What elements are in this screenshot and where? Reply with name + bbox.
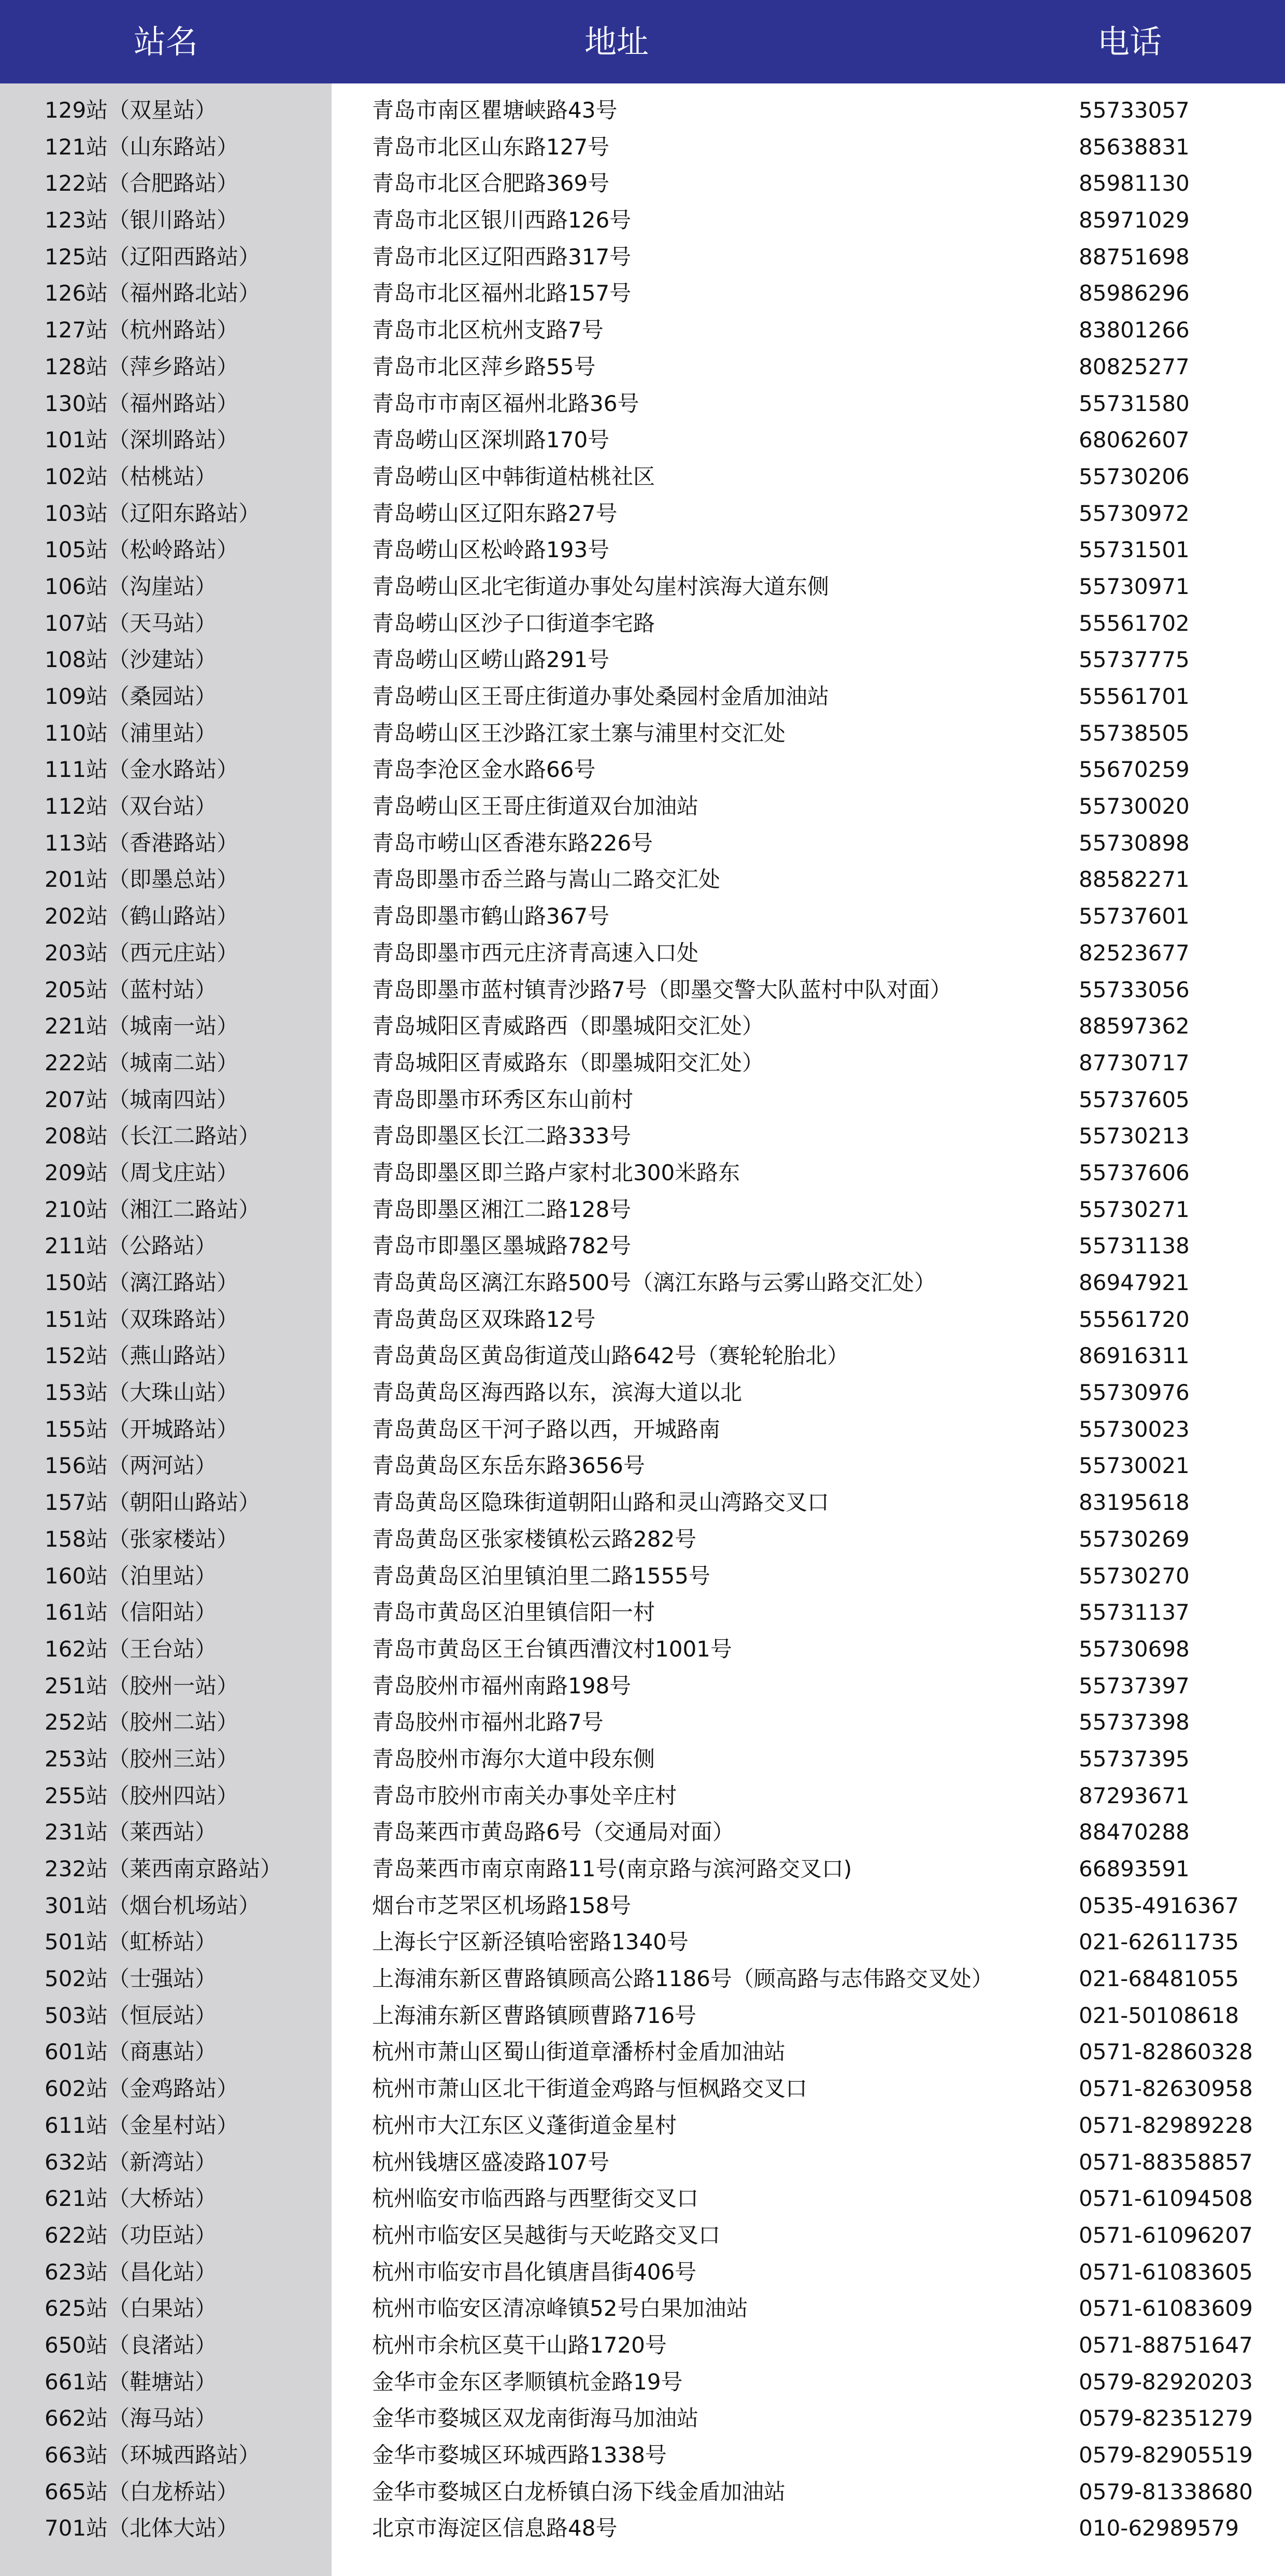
phone-cell: 55730270 [1079,1563,1190,1589]
phone-cell: 55730698 [1079,1636,1190,1662]
address-cell: 杭州临安市临西路与西墅街交叉口 [372,2186,699,2212]
station-name-cell: 625站（白果站） [45,2296,217,2322]
address-cell: 青岛胶州市海尔大道中段东侧 [372,1746,655,1772]
station-name-cell: 153站（大珠山站） [45,1380,239,1406]
phone-cell: 021-62611735 [1079,1929,1239,1955]
table-row [0,1558,1285,1595]
station-name-cell: 160站（泊里站） [45,1563,217,1589]
table-row [0,239,1285,276]
station-name-cell: 156站（两河站） [45,1453,217,1479]
table-row [0,2474,1285,2511]
address-cell: 青岛市黄岛区泊里镇信阳一村 [372,1600,655,1625]
table-row [0,1192,1285,1228]
phone-cell: 55738505 [1079,720,1190,746]
address-cell: 青岛黄岛区双珠路12号 [372,1306,596,1332]
phone-cell: 88582271 [1079,867,1190,893]
table-row [0,92,1285,129]
column-header-station-name: 站名 [133,23,198,61]
table-row [0,1118,1285,1155]
phone-cell: 55737601 [1079,903,1190,929]
table-row [0,1704,1285,1741]
address-cell: 青岛市北区辽阳西路317号 [372,244,632,270]
address-cell: 青岛市崂山区香港东路226号 [372,830,653,856]
phone-cell: 87293671 [1079,1782,1190,1808]
station-name-cell: 208站（长江二路站） [45,1123,261,1149]
station-name-cell: 663站（环城西路站） [45,2442,261,2468]
address-cell: 青岛市北区萍乡路55号 [372,353,596,379]
address-cell: 青岛黄岛区泊里镇泊里二路1555号 [372,1563,710,1589]
table-row [0,2290,1285,2327]
phone-cell: 55737395 [1079,1746,1190,1772]
station-name-cell: 252站（胶州二站） [45,1709,239,1735]
address-cell: 青岛市即墨区墨城路782号 [372,1233,632,1259]
station-name-cell: 157站（朝阳山路站） [45,1490,261,1516]
address-cell: 青岛崂山区沙子口街道李宅路 [372,610,655,636]
table-row [0,459,1285,496]
address-cell: 青岛黄岛区海西路以东，滨海大道以北 [372,1380,743,1406]
table-row [0,1741,1285,1778]
phone-cell: 55730213 [1079,1123,1190,1149]
station-name-cell: 127站（杭州路站） [45,317,239,343]
station-name-cell: 110站（浦里站） [45,720,217,746]
address-cell: 青岛即墨市岙兰路与嵩山二路交汇处 [372,867,721,893]
station-name-cell: 111站（金水路站） [45,757,239,783]
phone-cell: 86947921 [1079,1270,1190,1295]
table-row [0,935,1285,972]
address-cell: 青岛城阳区青威路西（即墨城阳交汇处） [372,1013,764,1039]
phone-cell: 0571-88751647 [1079,2332,1253,2358]
table-row [0,1338,1285,1375]
station-name-cell: 105站（松岭路站） [45,537,239,563]
address-cell: 杭州市大江东区义蓬街道金星村 [372,2112,677,2138]
table-row [0,1888,1285,1924]
table-row [0,569,1285,605]
table-row [0,1998,1285,2034]
station-name-cell: 113站（香港路站） [45,830,239,856]
phone-cell: 55733057 [1079,97,1190,123]
station-name-cell: 622站（功臣站） [45,2222,217,2248]
phone-cell: 55733056 [1079,976,1190,1002]
address-cell: 青岛市北区福州北路157号 [372,280,632,306]
station-name-cell: 701站（北体大站） [45,2515,239,2541]
station-name-cell: 251站（胶州一站） [45,1673,239,1699]
address-cell: 杭州市临安市昌化镇唐昌街406号 [372,2259,697,2285]
station-name-cell: 101站（深圳路站） [45,427,239,453]
station-name-cell: 221站（城南一站） [45,1013,239,1039]
phone-cell: 021-68481055 [1079,1966,1239,1992]
phone-cell: 55730023 [1079,1416,1190,1442]
phone-cell: 85981130 [1079,171,1190,196]
address-cell: 青岛胶州市福州南路198号 [372,1673,632,1699]
station-name-cell: 103站（辽阳东路站） [45,500,261,526]
phone-cell: 0571-61083609 [1079,2296,1253,2322]
table-row [0,1631,1285,1668]
station-name-cell: 650站（良渚站） [45,2332,217,2358]
address-cell: 烟台市芝罘区机场路158号 [372,1892,632,1918]
phone-cell: 68062607 [1079,427,1190,453]
phone-cell: 87730717 [1079,1050,1190,1075]
address-cell: 青岛莱西市南京南路11号(南京路与滨河路交叉口) [372,1856,852,1881]
phone-cell: 85986296 [1079,280,1190,306]
address-cell: 上海浦东新区曹路镇顾曹路716号 [372,2002,697,2028]
station-name-cell: 602站（金鸡路站） [45,2076,239,2102]
station-name-cell: 632站（新湾站） [45,2149,217,2175]
address-cell: 青岛市南区瞿塘峡路43号 [372,97,618,123]
table-row [0,422,1285,459]
station-name-cell: 126站（福州路北站） [45,280,261,306]
address-cell: 青岛即墨区湘江二路128号 [372,1196,632,1222]
phone-cell: 83801266 [1079,317,1190,343]
address-cell: 青岛市市南区福州北路36号 [372,390,639,416]
table-header [0,0,1285,83]
table-row [0,1778,1285,1815]
station-name-cell: 203站（西元庄站） [45,940,239,966]
phone-cell: 85971029 [1079,207,1190,233]
address-cell: 上海浦东新区曹路镇顾高公路1186号（顾高路与志伟路交叉处） [372,1966,993,1992]
address-cell: 青岛崂山区崂山路291号 [372,647,610,673]
station-name-cell: 205站（蓝村站） [45,976,217,1002]
address-cell: 青岛黄岛区隐珠街道朝阳山路和灵山湾路交叉口 [372,1490,830,1516]
table-row [0,861,1285,898]
table-row [0,2400,1285,2437]
phone-cell: 010-62989579 [1079,2515,1239,2541]
station-name-cell: 125站（辽阳西路站） [45,244,261,270]
station-name-cell: 108站（沙建站） [45,647,217,673]
address-cell: 杭州市临安区清凉峰镇52号白果加油站 [372,2296,748,2322]
phone-cell: 55730972 [1079,500,1190,526]
table-row [0,386,1285,422]
station-name-cell: 130站（福州路站） [45,390,239,416]
station-name-cell: 623站（昌化站） [45,2259,217,2285]
table-row [0,2437,1285,2474]
table-row [0,2181,1285,2217]
table-row [0,1008,1285,1045]
phone-cell: 55737398 [1079,1709,1190,1735]
address-cell: 青岛市北区合肥路369号 [372,171,610,196]
address-cell: 青岛黄岛区黄岛街道茂山路642号（赛轮轮胎北） [372,1343,849,1369]
phone-cell: 0571-61094508 [1079,2186,1253,2212]
station-name-cell: 150站（漓江路站） [45,1270,239,1295]
station-table-body [0,92,1285,2547]
station-name-cell: 661站（鞋塘站） [45,2369,217,2395]
phone-cell: 55730976 [1079,1380,1190,1406]
address-cell: 青岛崂山区北宅街道办事处勾崖村滨海大道东侧 [372,573,830,599]
table-row [0,1375,1285,1411]
phone-cell: 55561702 [1079,610,1190,636]
table-row [0,2107,1285,2144]
table-row [0,2510,1285,2547]
station-name-cell: 112站（双台站） [45,794,217,819]
address-cell: 青岛市胶州市南关办事处辛庄村 [372,1782,677,1808]
table-row [0,1082,1285,1119]
address-cell: 青岛崂山区深圳路170号 [372,427,610,453]
table-row [0,752,1285,788]
table-row [0,1668,1285,1705]
phone-cell: 55737775 [1079,647,1190,673]
table-row [0,1594,1285,1631]
table-row [0,2071,1285,2107]
table-row [0,678,1285,715]
table-row [0,2327,1285,2364]
phone-cell: 55670259 [1079,757,1190,783]
station-name-cell: 662站（海马站） [45,2405,217,2431]
station-name-cell: 502站（士强站） [45,1966,217,1992]
station-name-cell: 253站（胶州三站） [45,1746,239,1772]
station-name-cell: 102站（枯桃站） [45,463,217,489]
column-header-address: 地址 [584,23,649,61]
phone-cell: 0571-61083605 [1079,2259,1253,2285]
table-row [0,2144,1285,2181]
station-name-cell: 158站（张家楼站） [45,1526,239,1552]
table-row [0,1851,1285,1888]
address-cell: 杭州市临安区吴越街与天屹路交叉口 [372,2222,721,2248]
station-name-cell: 201站（即墨总站） [45,867,239,893]
table-row [0,605,1285,642]
table-row [0,312,1285,349]
address-cell: 杭州钱塘区盛凌路107号 [372,2149,610,2175]
station-name-cell: 151站（双珠路站） [45,1306,239,1332]
station-name-cell: 155站（开城路站） [45,1416,239,1442]
phone-cell: 88751698 [1079,244,1190,270]
station-name-cell: 210站（湘江二路站） [45,1196,261,1222]
table-row [0,788,1285,825]
phone-cell: 55731501 [1079,537,1190,563]
station-name-cell: 152站（燕山路站） [45,1343,239,1369]
station-name-cell: 611站（金星村站） [45,2112,239,2138]
phone-cell: 55561720 [1079,1306,1190,1332]
address-cell: 青岛崂山区王哥庄街道双台加油站 [372,794,699,819]
address-cell: 杭州市余杭区莫干山路1720号 [372,2332,667,2358]
table-row [0,129,1285,166]
address-cell: 青岛市北区杭州支路7号 [372,317,604,343]
table-row [0,1411,1285,1448]
table-row [0,532,1285,569]
address-cell: 青岛市北区山东路127号 [372,134,610,160]
phone-cell: 55737606 [1079,1159,1190,1185]
table-row [0,165,1285,202]
station-name-cell: 123站（银川路站） [45,207,239,233]
station-name-cell: 501站（虹桥站） [45,1929,217,1955]
table-row [0,1228,1285,1265]
station-name-cell: 222站（城南二站） [45,1050,239,1075]
address-cell: 青岛李沧区金水路66号 [372,757,596,783]
table-row [0,1961,1285,1998]
table-row [0,349,1285,386]
table-row [0,1265,1285,1301]
address-cell: 青岛崂山区辽阳东路27号 [372,500,618,526]
phone-cell: 0579-82351279 [1079,2405,1253,2431]
phone-cell: 86916311 [1079,1343,1190,1369]
station-name-cell: 109站（桑园站） [45,684,217,709]
phone-cell: 55731580 [1079,390,1190,416]
station-name-cell: 503站（恒辰站） [45,2002,217,2028]
station-name-cell: 122站（合肥路站） [45,171,239,196]
station-name-cell: 601站（商惠站） [45,2039,217,2065]
phone-cell: 55561701 [1079,684,1190,709]
address-cell: 青岛崂山区中韩街道枯桃社区 [372,463,655,489]
table-row [0,1301,1285,1338]
column-header-phone: 电话 [1097,23,1162,61]
station-name-cell: 232站（莱西南京路站） [45,1856,282,1881]
address-cell: 青岛崂山区王沙路江家土寨与浦里村交汇处 [372,720,786,746]
phone-cell: 66893591 [1079,1856,1190,1881]
address-cell: 杭州市萧山区北干街道金鸡路与恒枫路交叉口 [372,2076,808,2102]
station-name-cell: 128站（萍乡路站） [45,353,239,379]
table-row [0,2254,1285,2291]
station-name-cell: 255站（胶州四站） [45,1782,239,1808]
address-cell: 青岛即墨区长江二路333号 [372,1123,632,1149]
address-cell: 金华市婺城区双龙南街海马加油站 [372,2405,699,2431]
phone-cell: 55730269 [1079,1526,1190,1552]
station-name-cell: 161站（信阳站） [45,1600,217,1625]
table-row [0,275,1285,312]
table-row [0,496,1285,532]
address-cell: 青岛崂山区王哥庄街道办事处桑园村金盾加油站 [372,684,830,709]
address-cell: 杭州市萧山区蜀山街道章潘桥村金盾加油站 [372,2039,786,2065]
address-cell: 上海长宁区新泾镇哈密路1340号 [372,1929,689,1955]
address-cell: 金华市婺城区白龙桥镇白汤下线金盾加油站 [372,2479,786,2504]
address-cell: 青岛市北区银川西路126号 [372,207,632,233]
phone-cell: 0571-82989228 [1079,2112,1253,2138]
phone-cell: 55730271 [1079,1196,1190,1222]
table-row [0,2034,1285,2071]
table-row [0,2217,1285,2254]
address-cell: 金华市金东区孝顺镇杭金路19号 [372,2369,683,2395]
table-row [0,1814,1285,1851]
phone-cell: 55731138 [1079,1233,1190,1259]
table-row [0,825,1285,862]
address-cell: 青岛胶州市福州北路7号 [372,1709,604,1735]
station-name-cell: 621站（大桥站） [45,2186,217,2212]
phone-cell: 88470288 [1079,1819,1190,1845]
address-cell: 青岛即墨市西元庄济青高速入口处 [372,940,699,966]
station-name-cell: 207站（城南四站） [45,1086,239,1112]
phone-cell: 0535-4916367 [1079,1892,1239,1918]
table-row [0,2364,1285,2401]
phone-cell: 021-50108618 [1079,2002,1239,2028]
phone-cell: 85638831 [1079,134,1190,160]
address-cell: 青岛黄岛区干河子路以西，开城路南 [372,1416,721,1442]
phone-cell: 82523677 [1079,940,1190,966]
phone-cell: 55730021 [1079,1453,1190,1479]
address-cell: 青岛黄岛区漓江东路500号（漓江东路与云雾山路交汇处） [372,1270,936,1295]
phone-cell: 0571-88358857 [1079,2149,1253,2175]
phone-cell: 80825277 [1079,353,1190,379]
table-row [0,972,1285,1009]
table-row [0,1448,1285,1484]
table-row [0,715,1285,752]
phone-cell: 0579-82905519 [1079,2442,1253,2468]
address-cell: 青岛莱西市黄岛路6号（交通局对面） [372,1819,734,1845]
phone-cell: 0571-82630958 [1079,2076,1253,2102]
phone-cell: 55737397 [1079,1673,1190,1699]
phone-cell: 55731137 [1079,1600,1190,1625]
station-name-cell: 121站（山东路站） [45,134,239,160]
station-name-cell: 106站（沟崖站） [45,573,217,599]
table-row [0,1521,1285,1558]
address-cell: 青岛崂山区松岭路193号 [372,537,610,563]
station-name-cell: 211站（公路站） [45,1233,217,1259]
phone-cell: 55730206 [1079,463,1190,489]
station-name-cell: 209站（周戈庄站） [45,1159,239,1185]
address-cell: 青岛即墨市环秀区东山前村 [372,1086,634,1112]
table-row [0,642,1285,678]
station-name-cell: 162站（王台站） [45,1636,217,1662]
phone-cell: 55737605 [1079,1086,1190,1112]
phone-cell: 0579-82920203 [1079,2369,1253,2395]
table-row [0,202,1285,239]
phone-cell: 55730971 [1079,573,1190,599]
station-name-cell: 129站（双星站） [45,97,217,123]
address-cell: 青岛城阳区青威路东（即墨城阳交汇处） [372,1050,764,1075]
table-row [0,1045,1285,1082]
station-name-cell: 202站（鹤山路站） [45,903,239,929]
phone-cell: 0571-82860328 [1079,2039,1253,2065]
address-cell: 青岛即墨市蓝村镇青沙路7号（即墨交警大队蓝村中队对面） [372,976,952,1002]
station-name-cell: 301站（烟台机场站） [45,1892,261,1918]
address-cell: 青岛即墨区即兰路卢家村北300米路东 [372,1159,740,1185]
phone-cell: 83195618 [1079,1490,1190,1516]
table-row [0,1924,1285,1961]
address-cell: 北京市海淀区信息路48号 [372,2515,618,2541]
address-cell: 青岛市黄岛区王台镇西漕汶村1001号 [372,1636,732,1662]
table-row [0,1484,1285,1521]
address-cell: 青岛黄岛区张家楼镇松云路282号 [372,1526,697,1552]
phone-cell: 88597362 [1079,1013,1190,1039]
station-name-cell: 107站（天马站） [45,610,217,636]
phone-cell: 0579-81338680 [1079,2479,1253,2504]
address-cell: 金华市婺城区环城西路1338号 [372,2442,667,2468]
phone-cell: 55730020 [1079,794,1190,819]
table-row [0,1155,1285,1192]
station-name-cell: 231站（莱西站） [45,1819,217,1845]
phone-cell: 0571-61096207 [1079,2222,1253,2248]
table-row [0,898,1285,935]
address-cell: 青岛黄岛区东岳东路3656号 [372,1453,645,1479]
phone-cell: 55730898 [1079,830,1190,856]
station-name-cell: 665站（白龙桥站） [45,2479,239,2504]
address-cell: 青岛即墨市鹤山路367号 [372,903,610,929]
